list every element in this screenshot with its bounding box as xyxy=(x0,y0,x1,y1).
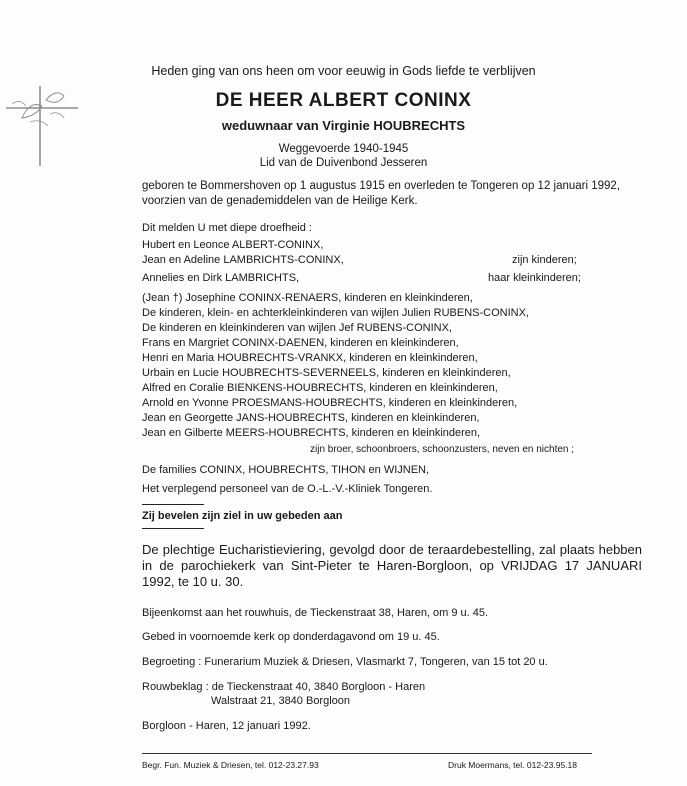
birth-death-text: geboren te Bommershoven op 1 augustus 1915 en overleden te Tongeren op 12 januari 1992, voorzien van de genademiddelen van de Heilige Kerk. xyxy=(142,180,621,207)
war-line: Weggevoerde 1940-1945 xyxy=(278,143,409,155)
relative-line: Jean en Gilberte MEERS-HOUBRECHTS, kinderen en kleinkinderen, xyxy=(142,427,481,439)
club-line: Lid van de Duivenbond Jesseren xyxy=(259,157,428,169)
families-line: De families CONINX, HOUBRECHTS, TIHON en WIJNEN, xyxy=(142,464,430,476)
ceremony-text: De plechtige Eucharistieviering, gevolgd door de teraardebestelling, zal plaats hebben in de parochiekerk van Sint-Pieter te Haren-Borgloon, op VRIJDAG 17 JANUARI 1992, te 10 u. 30. xyxy=(142,542,642,589)
relative-line: Frans en Margriet CONINX-DAENEN, kinderen en kleinkinderen, xyxy=(142,337,459,349)
widower-line: weduwnaar van Virginie HOUBRECHTS xyxy=(221,118,466,133)
relative-line: Alfred en Coralie BIENKENS-HOUBRECHTS, kinderen en kleinkinderen, xyxy=(142,382,498,394)
place-date: Borgloon - Haren, 12 januari 1992. xyxy=(142,720,311,732)
greeting-text: Begroeting : Funerarium Muziek & Driesen, Vlasmarkt 7, Tongeren, van 15 tot 20 u. xyxy=(142,656,548,668)
relative-line: Jean en Georgette JANS-HOUBRECHTS, kinderen en kleinkinderen, xyxy=(142,412,480,424)
children-line-2: Jean en Adeline LAMBRICHTS-CONINX, xyxy=(142,254,344,266)
grandchildren-line: Annelies en Dirk LAMBRICHTS, xyxy=(142,272,300,284)
children-line-1: Hubert en Leonce ALBERT-CONINX, xyxy=(142,239,324,251)
condolence-line-1: Rouwbeklag : de Tieckenstraat 40, 3840 Borgloon - Haren xyxy=(142,681,426,693)
siblings-line: zijn broer, schoonbroers, schoonzusters, neven en nichten ; xyxy=(310,444,575,455)
relative-line: (Jean †) Josephine CONINX-RENAERS, kinderen en kleinkinderen, xyxy=(142,292,473,304)
gathering-text: Bijeenkomst aan het rouwhuis, de Tieckenstraat 38, Haren, om 9 u. 45. xyxy=(142,607,489,619)
relative-line: Urbain en Lucie HOUBRECHTS-SEVERNEELS, kinderen en kleinkinderen, xyxy=(142,367,511,379)
children-label: zijn kinderen; xyxy=(512,254,577,266)
relative-line: De kinderen en kleinkinderen van wijlen Jef RUBENS-CONINX, xyxy=(142,322,452,334)
intro-text: Heden ging van ons heen om voor eeuwig in Gods liefde te verblijven xyxy=(151,64,536,78)
divider-bottom xyxy=(142,528,204,529)
prayer-heading: Zij bevelen zijn ziel in uw gebeden aan xyxy=(142,510,343,522)
relative-line: De kinderen, klein- en achterkleinkinderen van wijlen Julien RUBENS-CONINX, xyxy=(142,307,530,319)
announce-text: Dit melden U met diepe droefheid : xyxy=(142,222,312,234)
deceased-name: DE HEER ALBERT CONINX xyxy=(215,90,472,111)
relative-line: Arnold en Yvonne PROESMANS-HOUBRECHTS, kinderen en kleinkinderen, xyxy=(142,397,518,409)
divider-top xyxy=(142,504,204,505)
grandchildren-label: haar kleinkinderen; xyxy=(488,272,581,284)
prayer-service-text: Gebed in voornoemde kerk op donderdagavond om 19 u. 45. xyxy=(142,631,440,643)
footer-divider xyxy=(142,753,592,754)
relative-line: Henri en Maria HOUBRECHTS-VRANKX, kinderen en kleinkinderen, xyxy=(142,352,478,364)
footer-left: Begr. Fun. Muziek & Driesen, tel. 012-23.27.93 xyxy=(142,760,319,770)
condolence-line-2: Walstraat 21, 3840 Borgloon xyxy=(211,695,351,707)
footer-right: Druk Moermans, tel. 012-23.95.18 xyxy=(448,760,577,770)
staff-line: Het verplegend personeel van de O.-L.-V.-Kliniek Tongeren. xyxy=(142,483,433,495)
